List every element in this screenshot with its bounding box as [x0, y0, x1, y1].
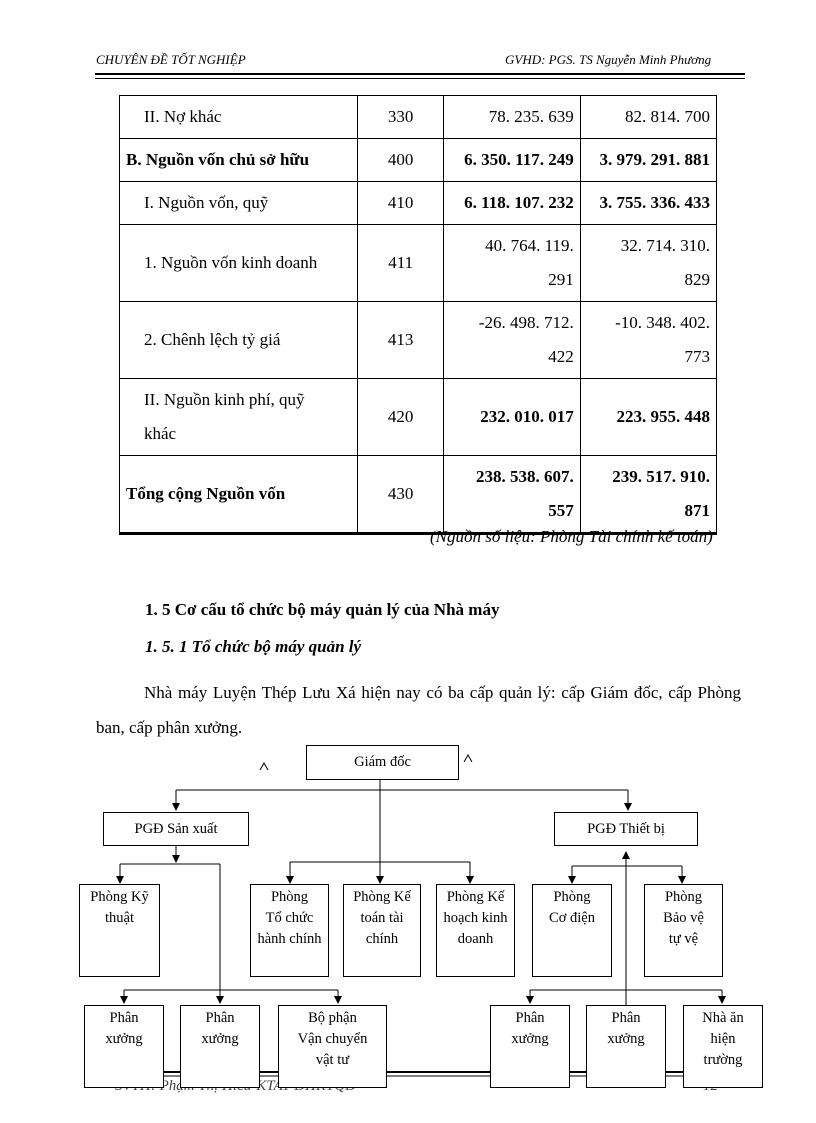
row-label: I. Nguồn vốn, quỹ — [120, 182, 358, 225]
row-label: B. Nguồn vốn chủ sở hữu — [120, 139, 358, 182]
box-line: Phân — [515, 1010, 545, 1026]
value-part: 291 — [548, 270, 574, 289]
box-line: doanh — [457, 931, 494, 947]
header-right: GVHD: PGS. TS Nguyễn Minh Phương — [505, 52, 712, 67]
row-value-end: 3. 979. 291. 881 — [580, 139, 716, 182]
row-value-start: 232. 010. 017 — [444, 379, 580, 456]
org-transport — [278, 1005, 387, 1088]
box-line: Cơ điện — [549, 910, 595, 926]
value-part: 32. 714. 310. — [620, 236, 710, 255]
row-value-start: 6. 350. 117. 249 — [444, 139, 580, 182]
value-part: 239. 517. 910. — [612, 467, 710, 486]
box-line: Tổ chức — [265, 910, 314, 926]
section-title: 1. 5 Cơ cấu tổ chức bộ máy quản lý của Nhà máy — [145, 600, 500, 619]
row-code: 400 — [357, 139, 444, 182]
row-code: 410 — [357, 182, 444, 225]
value-part: 40. 764. 119. — [485, 236, 574, 255]
row-value-start: 6. 118. 107. 232 — [444, 182, 580, 225]
row-code: 430 — [357, 456, 444, 534]
org-director: Giám đốc — [306, 745, 459, 780]
org-dept-accounting — [343, 884, 421, 977]
row-code: 413 — [357, 302, 444, 379]
row-code: 330 — [357, 96, 444, 139]
box-line: xưởng — [511, 1031, 549, 1047]
box-line: vật tư — [315, 1052, 350, 1068]
row-code: 420 — [357, 379, 444, 456]
body-paragraph: Nhà máy Luyện Thép Lưu Xá hiện nay có ba cấp quản lý: cấp Giám đốc, cấp Phòng ban, cấp phân xưởng. — [96, 683, 741, 737]
box-line: thuật — [105, 910, 134, 926]
footer-author: Phạm — [159, 1078, 195, 1094]
value-part: 773 — [684, 347, 710, 366]
box-line: hiện — [710, 1031, 736, 1047]
org-workshop-1 — [84, 1005, 164, 1088]
box-line: tự vệ — [668, 931, 699, 947]
org-workshop-2 — [180, 1005, 260, 1088]
box-line: toán tài — [360, 910, 404, 926]
row-label: II. Nợ khác — [120, 96, 358, 139]
box-line: Phòng — [664, 889, 703, 905]
label-part: khác — [144, 424, 177, 443]
org-pgd-production: PGĐ Sản xuất — [103, 812, 249, 846]
org-dept-admin — [250, 884, 329, 977]
box-line: Phòng — [270, 889, 309, 905]
box-line: Phòng — [553, 889, 591, 905]
box-line: xưởng — [607, 1031, 645, 1047]
value-part: 871 — [684, 501, 710, 520]
box-line: Phòng Kế — [353, 889, 411, 905]
row-label: 2. Chênh lệch tỷ giá — [120, 302, 358, 379]
row-value-start: 78. 235. 639 — [444, 96, 580, 139]
box-line: Phòng Kế — [446, 889, 505, 905]
row-label: Tổng cộng Nguồn vốn — [120, 456, 358, 534]
source-note: (Nguồn số liệu: Phòng Tài chính kế toán) — [430, 527, 713, 546]
row-value-end: 3. 755. 336. 433 — [580, 182, 716, 225]
org-workshop-4 — [586, 1005, 666, 1088]
box-line: Phân — [109, 1010, 139, 1026]
box-line: Bảo vệ — [663, 910, 704, 926]
box-line: xưởng — [105, 1031, 143, 1047]
value-part: 422 — [548, 347, 574, 366]
box-line: Vận chuyển — [297, 1031, 368, 1047]
org-canteen — [683, 1005, 763, 1088]
value-part: -10. 348. 402. — [615, 313, 710, 332]
row-label: 1. Nguồn vốn kinh doanh — [120, 225, 358, 302]
value-part: 238. 538. 607. — [475, 467, 574, 486]
value-part: -26. 498. 712. — [478, 313, 574, 332]
org-dept-planning — [436, 884, 515, 977]
org-dept-security — [644, 884, 723, 977]
box-line: hành chính — [257, 931, 322, 947]
org-workshop-3 — [490, 1005, 570, 1088]
row-value-end: 82. 814. 700 — [580, 96, 716, 139]
org-dept-technical — [79, 884, 160, 977]
value-part: 557 — [548, 501, 574, 520]
row-value-end: 223. 955. 448 — [580, 379, 716, 456]
box-line: hoạch kinh — [443, 910, 508, 926]
header-left: CHUYÊN ĐỀ TỐT NGHIỆP — [96, 52, 246, 67]
subsection-title: 1. 5. 1 Tổ chức bộ máy quản lý — [145, 637, 362, 656]
box-line: Phân — [611, 1010, 641, 1026]
org-dept-electrical — [532, 884, 612, 977]
box-line: chính — [365, 931, 399, 947]
org-pgd-equipment: PGĐ Thiết bị — [554, 812, 698, 846]
box-line: Phòng Kỹ — [90, 889, 149, 905]
box-line: Nhà ăn — [702, 1010, 744, 1026]
box-line: trường — [703, 1052, 743, 1068]
label-part: II. Nguồn kinh phí, quỹ — [144, 390, 305, 409]
box-line: Phân — [205, 1010, 235, 1026]
row-code: 411 — [357, 225, 444, 302]
box-line: Bộ phận — [308, 1010, 357, 1026]
value-part: 829 — [684, 270, 710, 289]
box-line: xưởng — [201, 1031, 239, 1047]
